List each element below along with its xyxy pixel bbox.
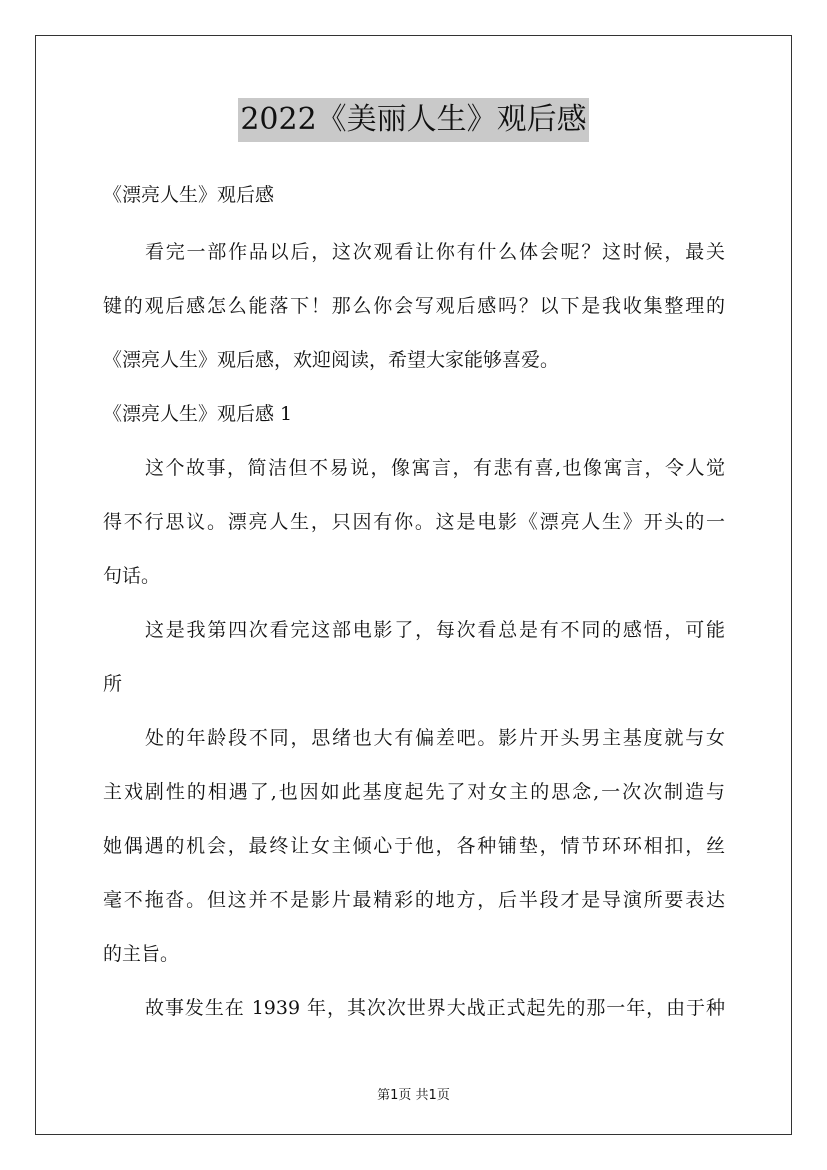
section-heading: 《漂亮人生》观后感 1 (103, 403, 293, 425)
paragraph-line: 的主旨。 (103, 943, 180, 965)
title-container (0, 98, 827, 142)
paragraph-line: 键的观后感怎么能落下！那么你会写观后感吗？以下是我收集整理的 (103, 295, 725, 317)
paragraph-line: 处的年龄段不同，思绪也大有偏差吧。影片开头男主基度就与女 (145, 727, 725, 749)
paragraph-line: 《漂亮人生》观后感，欢迎阅读，希望大家能够喜爱。 (103, 349, 560, 371)
subtitle: 《漂亮人生》观后感 (103, 184, 275, 206)
paragraph-line: 所 (103, 673, 123, 695)
document-title: 2022《美丽人生》观后感 (238, 98, 588, 142)
paragraph-line: 故事发生在 1939 年，其次次世界大战正式起先的那一年，由于种 (145, 997, 725, 1019)
paragraph-line: 句话。 (103, 565, 161, 587)
paragraph-line: 这个故事，简洁但不易说，像寓言，有悲有喜,也像寓言，令人觉 (145, 457, 725, 479)
paragraph-line: 看完一部作品以后，这次观看让你有什么体会呢？这时候，最关 (145, 241, 725, 263)
paragraph-line: 这是我第四次看完这部电影了，每次看总是有不同的感悟，可能 (145, 619, 725, 641)
paragraph-line: 得不行思议。漂亮人生，只因有你。这是电影《漂亮人生》开头的一 (103, 511, 725, 533)
paragraph-line: 主戏剧性的相遇了,也因如此基度起先了对女主的思念,一次次制造与 (103, 781, 725, 803)
page-number-footer: 第1页 共1页 (377, 1088, 450, 1103)
paragraph-line: 她偶遇的机会，最终让女主倾心于他，各种铺垫，情节环环相扣，丝 (103, 835, 725, 857)
paragraph-line: 毫不拖沓。但这并不是影片最精彩的地方，后半段才是导演所要表达 (103, 889, 725, 911)
